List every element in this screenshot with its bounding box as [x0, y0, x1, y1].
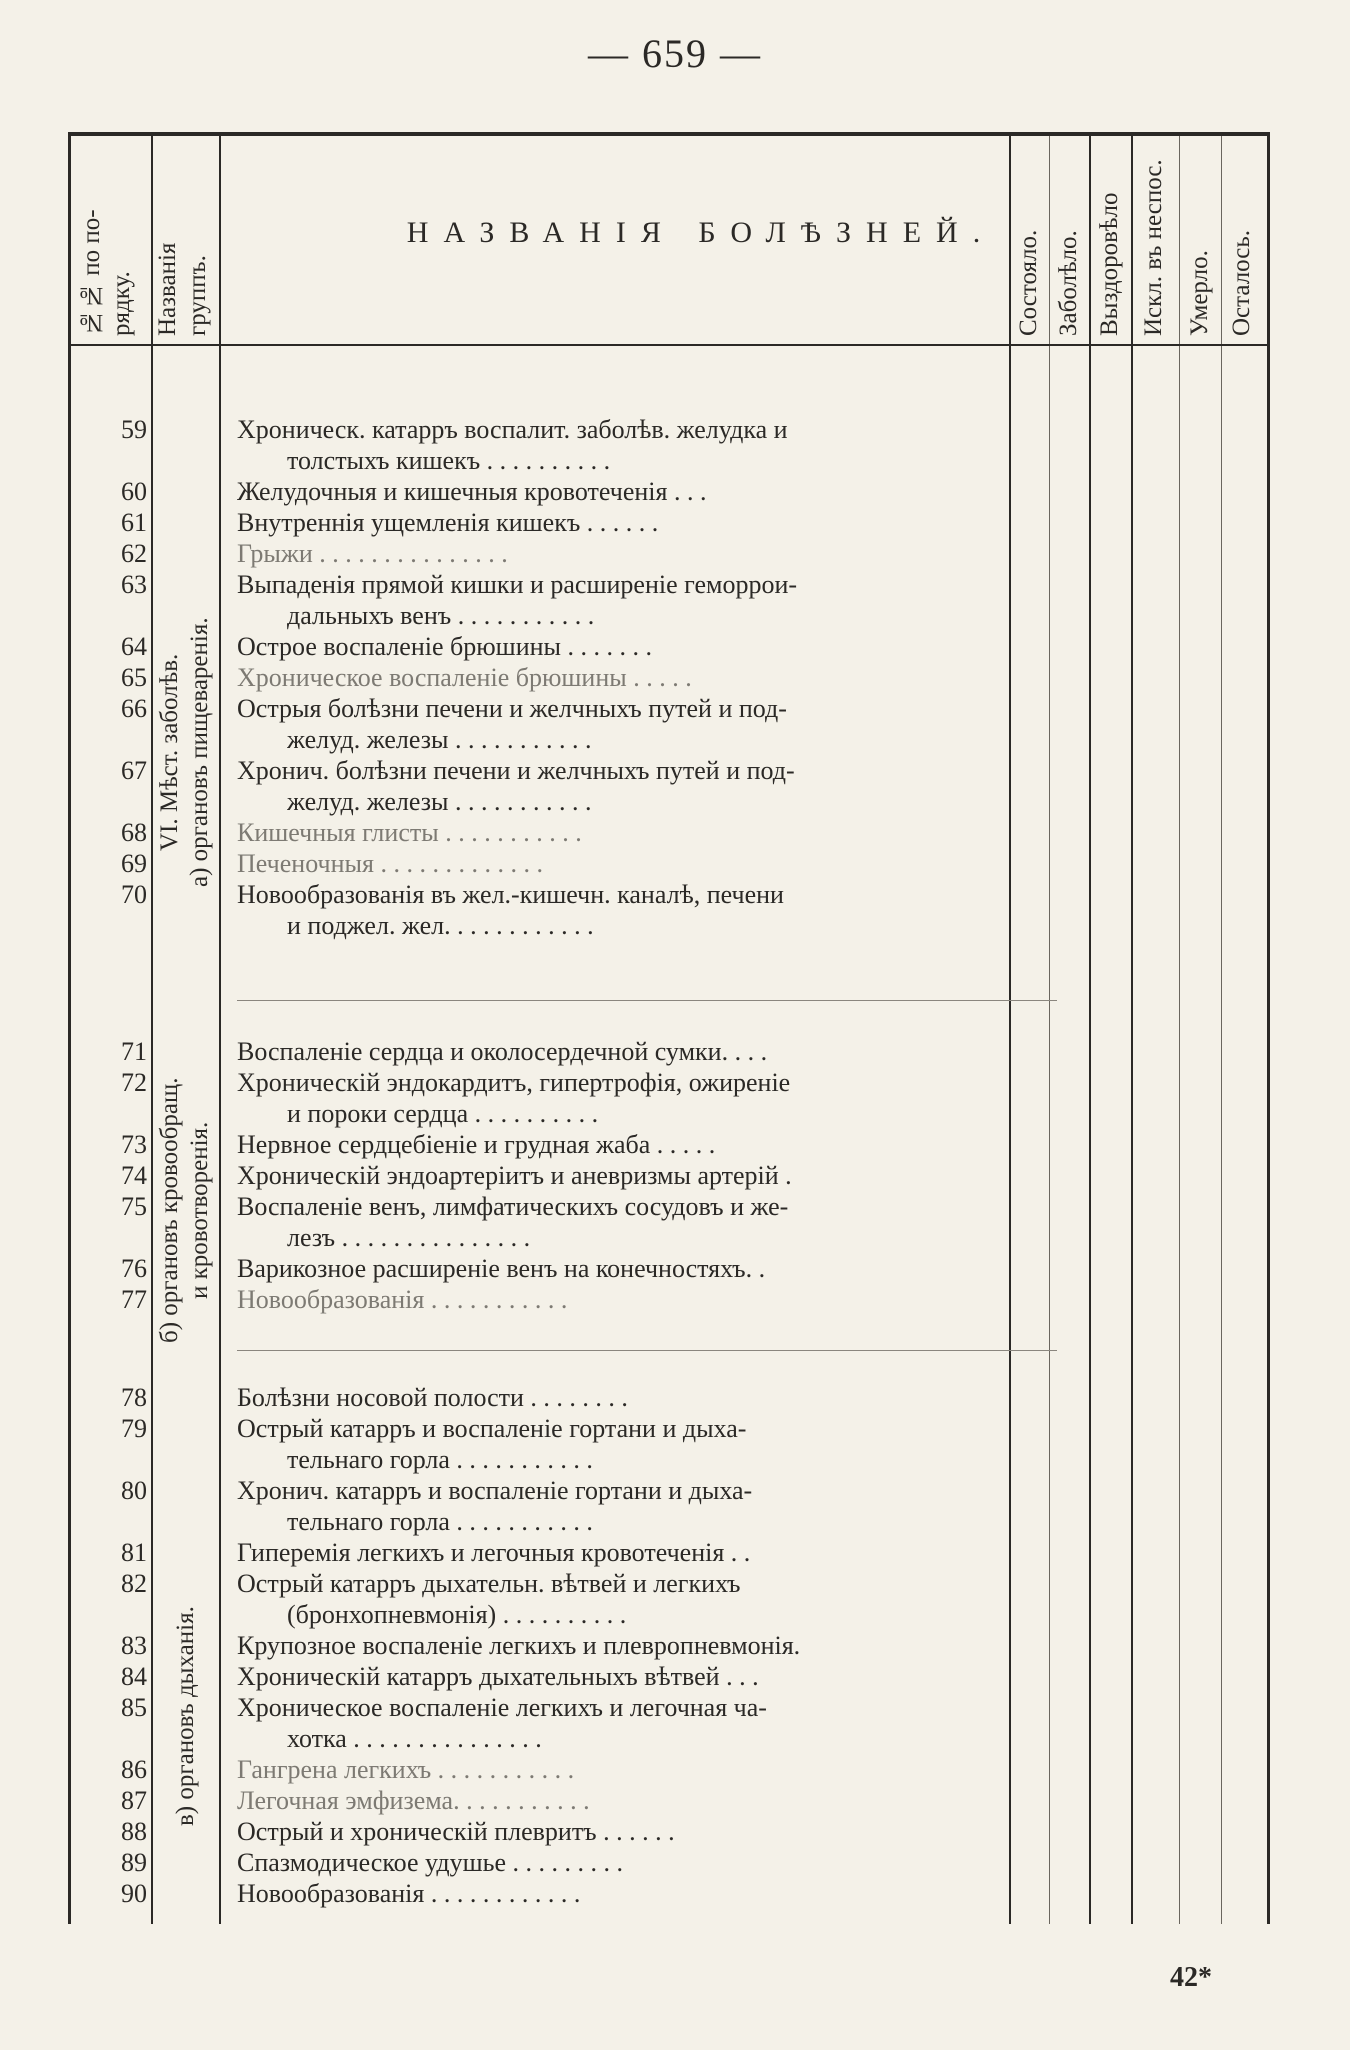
row-number: 86 [121, 1755, 147, 1784]
disease-name: Болѣзни носовой полости . . . . . . . . [237, 1383, 628, 1412]
table-row [71, 1191, 1011, 1222]
table-row [71, 445, 1011, 476]
disease-name-continued: и поджел. жел. . . . . . . . . . . . [287, 911, 594, 940]
table-row [71, 1630, 1011, 1661]
table-row [71, 1723, 1011, 1754]
disease-name: Гангрена легкихъ . . . . . . . . . . . [237, 1755, 575, 1784]
row-number: 71 [121, 1037, 147, 1066]
row-number: 73 [121, 1130, 147, 1159]
header-group-col [153, 146, 213, 336]
table-row [71, 1568, 1011, 1599]
footer-signature-mark: 42* [1170, 1962, 1212, 1993]
disease-name-continued: (бронхопневмонія) . . . . . . . . . . [287, 1600, 627, 1629]
table-row [71, 786, 1011, 817]
table-row [71, 1599, 1011, 1630]
table-row [71, 631, 1011, 662]
row-number: 66 [121, 694, 147, 723]
header-title: НАЗВАНІЯ БОЛѢЗНЕЙ. [406, 216, 996, 249]
header-col-sostoyalo: Состояло. [1015, 229, 1042, 336]
divider-col5 [1221, 136, 1222, 1924]
row-number: 76 [121, 1254, 147, 1283]
disease-name: Выпаденія прямой кишки и расширеніе геморрои- [237, 570, 798, 599]
row-number: 80 [121, 1476, 147, 1505]
disease-name-continued: желуд. железы . . . . . . . . . . . [287, 725, 592, 754]
row-number: 87 [121, 1786, 147, 1815]
header-num-col [77, 146, 137, 336]
table-row [71, 1785, 1011, 1816]
row-number: 68 [121, 818, 147, 847]
disease-name: Воспаленіе сердца и околосердечной сумки. . . . [237, 1037, 768, 1066]
row-number: 74 [121, 1161, 147, 1190]
row-number: 62 [121, 539, 147, 568]
table-row [71, 1067, 1011, 1098]
header-num-line-1: №№ по по- [78, 209, 105, 336]
row-number: 84 [121, 1662, 147, 1691]
divider-col2 [1089, 136, 1091, 1924]
table-row [71, 1284, 1011, 1315]
row-number: 88 [121, 1817, 147, 1846]
header-group-line-2: группъ. [184, 255, 211, 336]
header-col-ostalos: Осталось. [1228, 229, 1255, 336]
disease-name-continued: хотка . . . . . . . . . . . . . . . [287, 1724, 542, 1753]
row-number: 69 [121, 849, 147, 878]
table-row [71, 1661, 1011, 1692]
table-row [71, 1382, 1011, 1413]
table-row [71, 1160, 1011, 1191]
row-number: 67 [121, 756, 147, 785]
row-number: 85 [121, 1693, 147, 1722]
table-row [71, 1754, 1011, 1785]
disease-name: Острыя болѣзни печени и желчныхъ путей и под- [237, 694, 787, 723]
disease-table [68, 132, 1270, 1924]
disease-name: Хроническій катарръ дыхательныхъ вѣтвей . . . [237, 1662, 759, 1691]
divider-col4 [1179, 136, 1180, 1924]
table-row [71, 879, 1011, 910]
table-row [71, 569, 1011, 600]
page-number: — 659 — [588, 31, 762, 76]
disease-name: Крупозное воспаленіе легкихъ и плевропневмонія. [237, 1631, 801, 1660]
disease-name: Хронич. катарръ и воспаленіе гортани и дыха- [237, 1476, 753, 1505]
disease-name-continued: тельнаго горла . . . . . . . . . . . [287, 1445, 593, 1474]
row-number: 61 [121, 508, 147, 537]
header-col-zabolelo: Заболѣло. [1055, 230, 1082, 336]
table-row [71, 1098, 1011, 1129]
disease-name: Грыжи . . . . . . . . . . . . . . . [237, 539, 508, 568]
group-respiration-line-1: в) органовъ дыханія. [172, 1606, 199, 1826]
row-number: 83 [121, 1631, 147, 1660]
row-number: 89 [121, 1848, 147, 1877]
header-bottom-rule [71, 344, 1267, 346]
table-row [71, 1816, 1011, 1847]
disease-name: Новообразованія . . . . . . . . . . . [237, 1285, 568, 1314]
row-number: 70 [121, 880, 147, 909]
row-number: 65 [121, 663, 147, 692]
table-row [71, 1129, 1011, 1160]
row-number: 90 [121, 1879, 147, 1908]
group-circulation-line-1: б) органовъ кровообращ. [156, 1077, 183, 1343]
table-row [71, 910, 1011, 941]
table-row [71, 1878, 1011, 1909]
group-digestion-line-2: а) органовъ пищеваренія. [186, 617, 213, 887]
table-row [71, 414, 1011, 445]
group-circulation-line-2: и кровотворенія. [186, 1121, 213, 1299]
disease-name: Кишечныя глисты . . . . . . . . . . . [237, 818, 582, 847]
row-number: 81 [121, 1538, 147, 1567]
group-separator-2 [237, 1350, 1057, 1351]
disease-name: Внутреннія ущемленія кишекъ . . . . . . [237, 508, 659, 537]
table-row [71, 817, 1011, 848]
disease-name: Воспаленіе венъ, лимфатическихъ сосудовъ и же- [237, 1192, 789, 1221]
disease-name: Хронич. болѣзни печени и желчныхъ путей и под- [237, 756, 795, 785]
row-number: 60 [121, 477, 147, 506]
row-number: 82 [121, 1569, 147, 1598]
row-number: 77 [121, 1285, 147, 1314]
table-row [71, 662, 1011, 693]
table-row [71, 693, 1011, 724]
row-number: 75 [121, 1192, 147, 1221]
row-number: 72 [121, 1068, 147, 1097]
disease-name-continued: желуд. железы . . . . . . . . . . . [287, 787, 592, 816]
table-row [71, 1444, 1011, 1475]
table-row [71, 755, 1011, 786]
divider-col3 [1131, 136, 1133, 1924]
header-col-iskl: Искл. въ неспос. [1140, 159, 1167, 336]
disease-name-continued: лезъ . . . . . . . . . . . . . . . [287, 1223, 531, 1252]
disease-name-continued: тельнаго горла . . . . . . . . . . . [287, 1507, 593, 1536]
disease-name: Острый и хроническій плевритъ . . . . . . [237, 1817, 675, 1846]
disease-name-continued: дальныхъ венъ . . . . . . . . . . . [287, 601, 595, 630]
disease-name: Печеночныя . . . . . . . . . . . . . [237, 849, 543, 878]
disease-name: Легочная эмфизема. . . . . . . . . . . [237, 1786, 590, 1815]
row-number: 78 [121, 1383, 147, 1412]
header-col-umerlo: Умерло. [1186, 250, 1213, 336]
table-row [71, 1413, 1011, 1444]
table-row [71, 1253, 1011, 1284]
disease-name: Хроническое воспаленіе легкихъ и легочная ча- [237, 1693, 767, 1722]
table-row [71, 538, 1011, 569]
table-row [71, 1036, 1011, 1067]
disease-name: Хроническое воспаленіе брюшины . . . . . [237, 663, 692, 692]
disease-name: Острый катарръ дыхательн. вѣтвей и легкихъ [237, 1569, 741, 1598]
table-row [71, 724, 1011, 755]
group-digestion-line-1: VI. Мѣст. заболѣв. [156, 653, 183, 851]
disease-name: Варикозное расширеніе венъ на конечностяхъ. . [237, 1254, 766, 1283]
disease-name: Гиперемія легкихъ и легочныя кровотеченія . . [237, 1538, 751, 1567]
group-separator-1 [237, 1000, 1057, 1001]
row-number: 63 [121, 570, 147, 599]
table-row [71, 1537, 1011, 1568]
disease-name: Острое воспаленіе брюшины . . . . . . . [237, 632, 652, 661]
disease-name: Новообразованія въ жел.-кишечн. каналѣ, печени [237, 880, 784, 909]
disease-name: Острый катарръ и воспаленіе гортани и дыха- [237, 1414, 747, 1443]
disease-name: Желудочныя и кишечныя кровотеченія . . . [237, 477, 707, 506]
table-row [71, 476, 1011, 507]
row-number: 79 [121, 1414, 147, 1443]
row-number: 59 [121, 415, 147, 444]
table-row [71, 1475, 1011, 1506]
row-number: 64 [121, 632, 147, 661]
table-row [71, 1506, 1011, 1537]
disease-name-continued: толстыхъ кишекъ . . . . . . . . . . [287, 446, 611, 475]
disease-name: Хроническ. катарръ воспалит. заболѣв. желудка и [237, 415, 788, 444]
header-num-line-2: рядку. [108, 271, 135, 336]
disease-name: Хроническій эндоартеріитъ и аневризмы артерій . [237, 1161, 792, 1190]
table-row [71, 848, 1011, 879]
disease-name: Спазмодическое удушье . . . . . . . . . [237, 1848, 624, 1877]
disease-name: Новообразованія . . . . . . . . . . . . [237, 1879, 581, 1908]
header-group-line-1: Названія [154, 242, 181, 336]
disease-name: Нервное сердцебіеніе и грудная жаба . . . . . [237, 1130, 716, 1159]
table-row [71, 1222, 1011, 1253]
table-row [71, 600, 1011, 631]
table-row [71, 1847, 1011, 1878]
table-row [71, 1692, 1011, 1723]
disease-name-continued: и пороки сердца . . . . . . . . . . [287, 1099, 599, 1128]
header-col-vyzdorovelo: Выздоровѣло [1096, 192, 1123, 336]
table-row [71, 507, 1011, 538]
disease-name: Хроническій эндокардитъ, гипертрофія, ожиреніе [237, 1068, 791, 1097]
